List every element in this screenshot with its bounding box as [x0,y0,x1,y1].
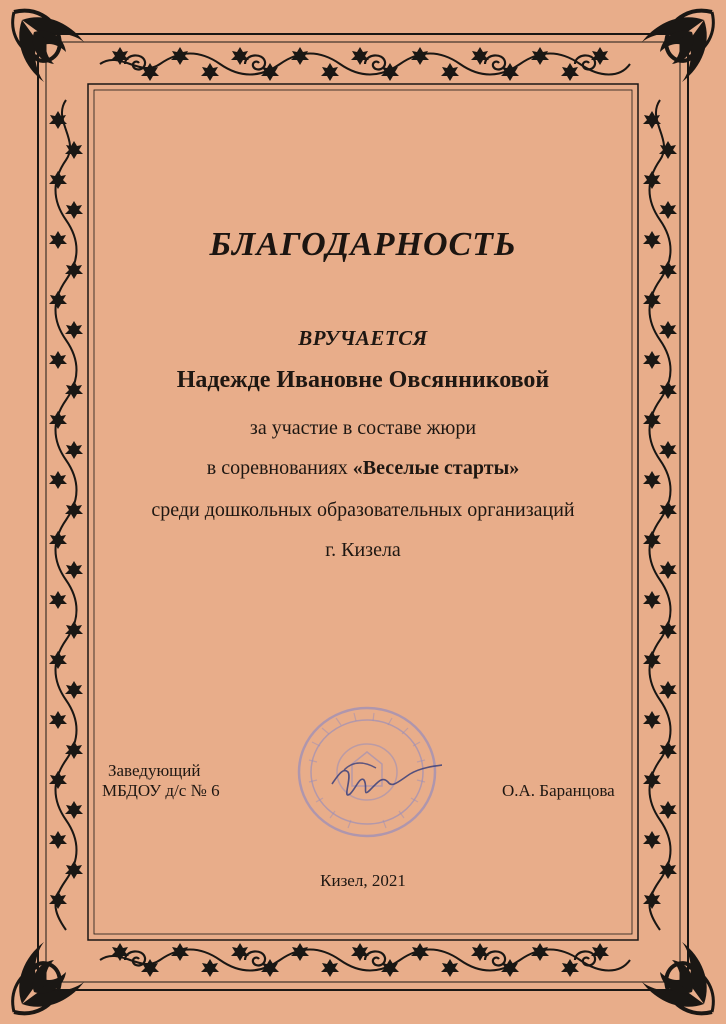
certificate-title: БЛАГОДАРНОСТЬ [209,226,517,263]
recipient-name: Надежде Ивановне Овсянниковой [176,367,550,393]
organizations-line: среди дошкольных образовательных организаций [151,499,575,521]
signature-icon [332,764,442,795]
seal-stamp-icon [292,702,442,842]
signer-position [102,761,220,801]
event-name: «Веселые старты» [352,457,520,479]
position-line-2: МБДОУ д/с № 6 [102,781,220,800]
position-line-1: Заведующий [108,761,201,780]
reason-line: за участие в составе жюри [249,417,477,439]
event-line [0,457,726,480]
presented-label: ВРУЧАЕТСЯ [298,326,428,350]
event-line-prefix: в соревнованиях [206,457,353,479]
place-and-year: Кизел, 2021 [320,871,406,890]
signer-name: О.А. Баранцова [502,781,615,800]
city-line: г. Кизела [325,539,401,561]
